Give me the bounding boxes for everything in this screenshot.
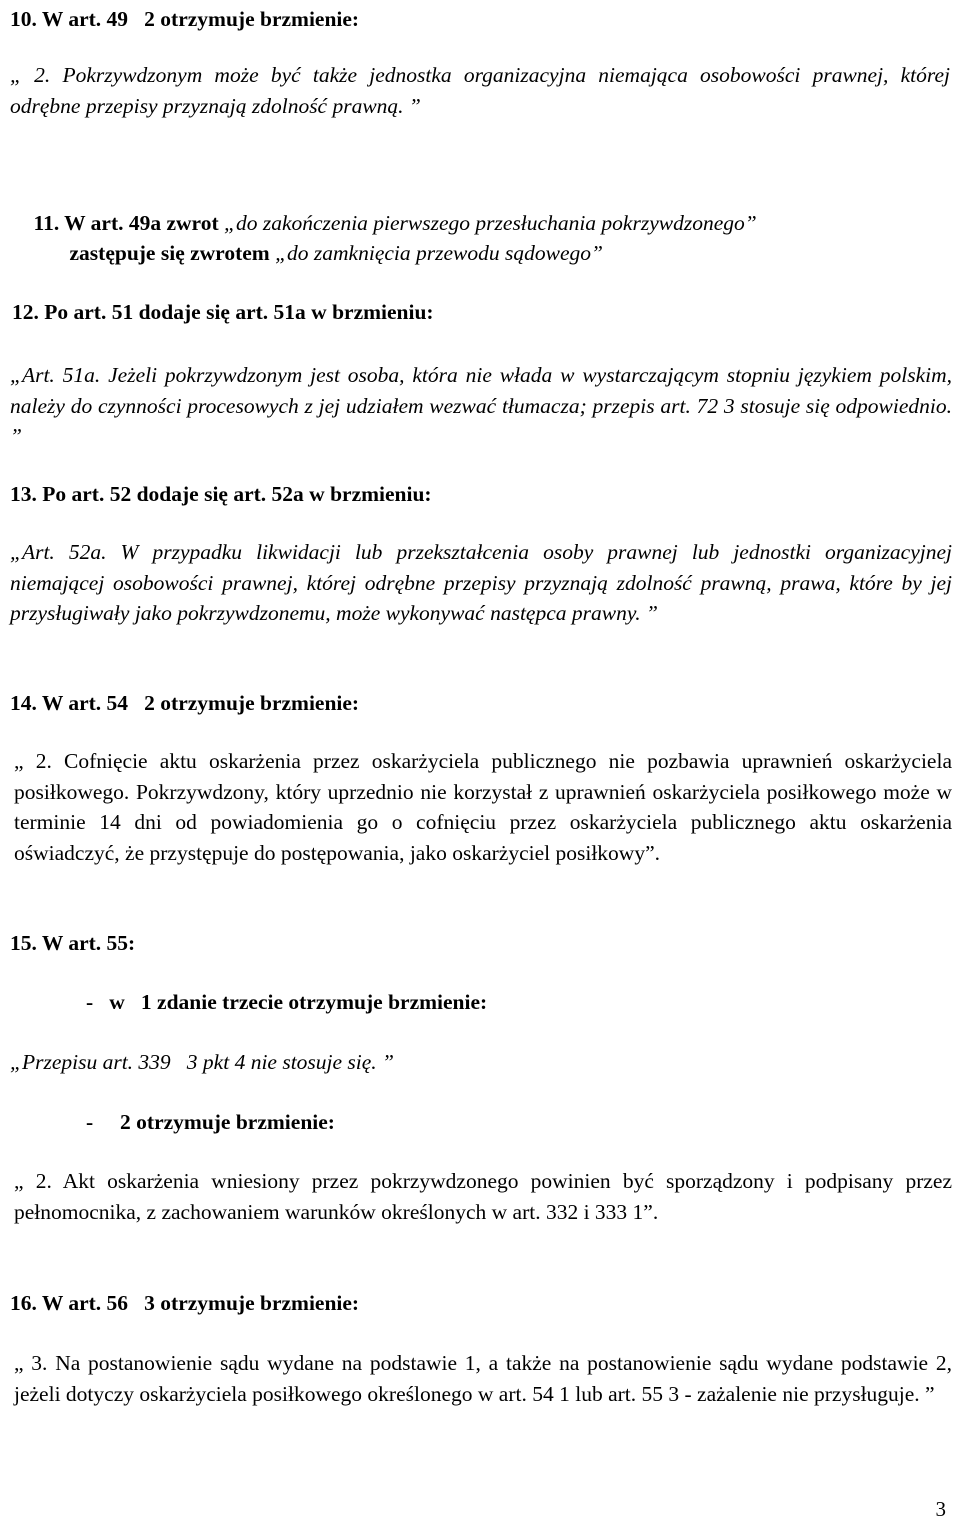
- item-16-heading: 16. W art. 56 3 otrzymuje brzmienie:: [10, 1291, 360, 1315]
- item-15-sub-2-text: „ 2. Akt oskarżenia wniesiony przez pokrzywdzonego powinien być sporządzony i podpisany przez pełnomocnika, z zachowaniem warunków określonych w art. 332 i 333 1”.: [14, 1169, 952, 1224]
- item-11-old-phrase: „do zakończenia pierwszego przesłuchania pokrzywdzonego”: [224, 211, 757, 235]
- item-11-replace-prefix: zastępuje się zwrotem: [69, 241, 276, 265]
- item-10-text: „ 2. Pokrzywdzonym może być także jednostka organizacyjna niemająca osobowości prawnej, której odrębne przepisy przyznają zdolność prawną. ”: [10, 63, 950, 118]
- item-12-text: „Art. 51a. Jeżeli pokrzywdzonym jest osoba, która nie włada w wystarczającym stopniu językiem polskim, należy do czynności procesowych z jej udziałem wezwać tłumacza; przepis art. 72 3 stosuje się odpowiednio. ”: [10, 363, 952, 448]
- item-16-text: „ 3. Na postanowienie sądu wydane na podstawie 1, a także na postanowienie sądu wydane podstawie 2, jeżeli dotyczy oskarżyciela posiłkowego określonego w art. 54 1 lub art. 55 3 - zażalenie nie przysługuje. ”: [14, 1351, 952, 1406]
- item-15-sub-1-text: „Przepisu art. 339 3 pkt 4 nie stosuje się. ”: [10, 1050, 395, 1074]
- item-13-text: „Art. 52a. W przypadku likwidacji lub przekształcenia osoby prawnej lub jednostki organizacyjnej niemającej osobowości prawnej, której odrębne przepisy przyznają zdolność prawną, prawa, które by jej przysługiwały jako pokrzywdzonemu, może wykonywać następca prawny. ”: [10, 540, 952, 625]
- item-11-line-2: [48, 208, 603, 298]
- item-15-sub-1: - w 1 zdanie trzecie otrzymuje brzmienie:: [86, 990, 488, 1014]
- item-15-sub-2: - 2 otrzymuje brzmienie:: [86, 1110, 335, 1134]
- item-11-new-phrase: „do zamknięcia przewodu sądowego”: [275, 241, 603, 265]
- item-10-heading: 10. W art. 49 2 otrzymuje brzmienie:: [10, 7, 360, 31]
- item-14-heading: 14. W art. 54 2 otrzymuje brzmienie:: [10, 691, 360, 715]
- item-13-heading: 13. Po art. 52 dodaje się art. 52a w brzmieniu:: [10, 482, 432, 506]
- item-12-heading: 12. Po art. 51 dodaje się art. 51a w brzmieniu:: [12, 300, 434, 324]
- item-14-text: „ 2. Cofnięcie aktu oskarżenia przez oskarżyciela publicznego nie pozbawia uprawnień oskarżyciela posiłkowego. Pokrzywdzony, który uprzednio nie korzystał z uprawnień oskarżyciela posiłkowego może w terminie 14 dni od powiadomienia go o cofnięciu przez oskarżyciela publicznego aktu oskarżenia oświadczyć, że przystępuje do postępowania, jako oskarżyciel posiłkowy”.: [14, 749, 952, 865]
- item-15-heading: 15. W art. 55:: [10, 931, 136, 955]
- page-number: 3: [935, 1497, 946, 1521]
- item-11-prefix: 11. W art. 49a zwrot: [33, 211, 224, 235]
